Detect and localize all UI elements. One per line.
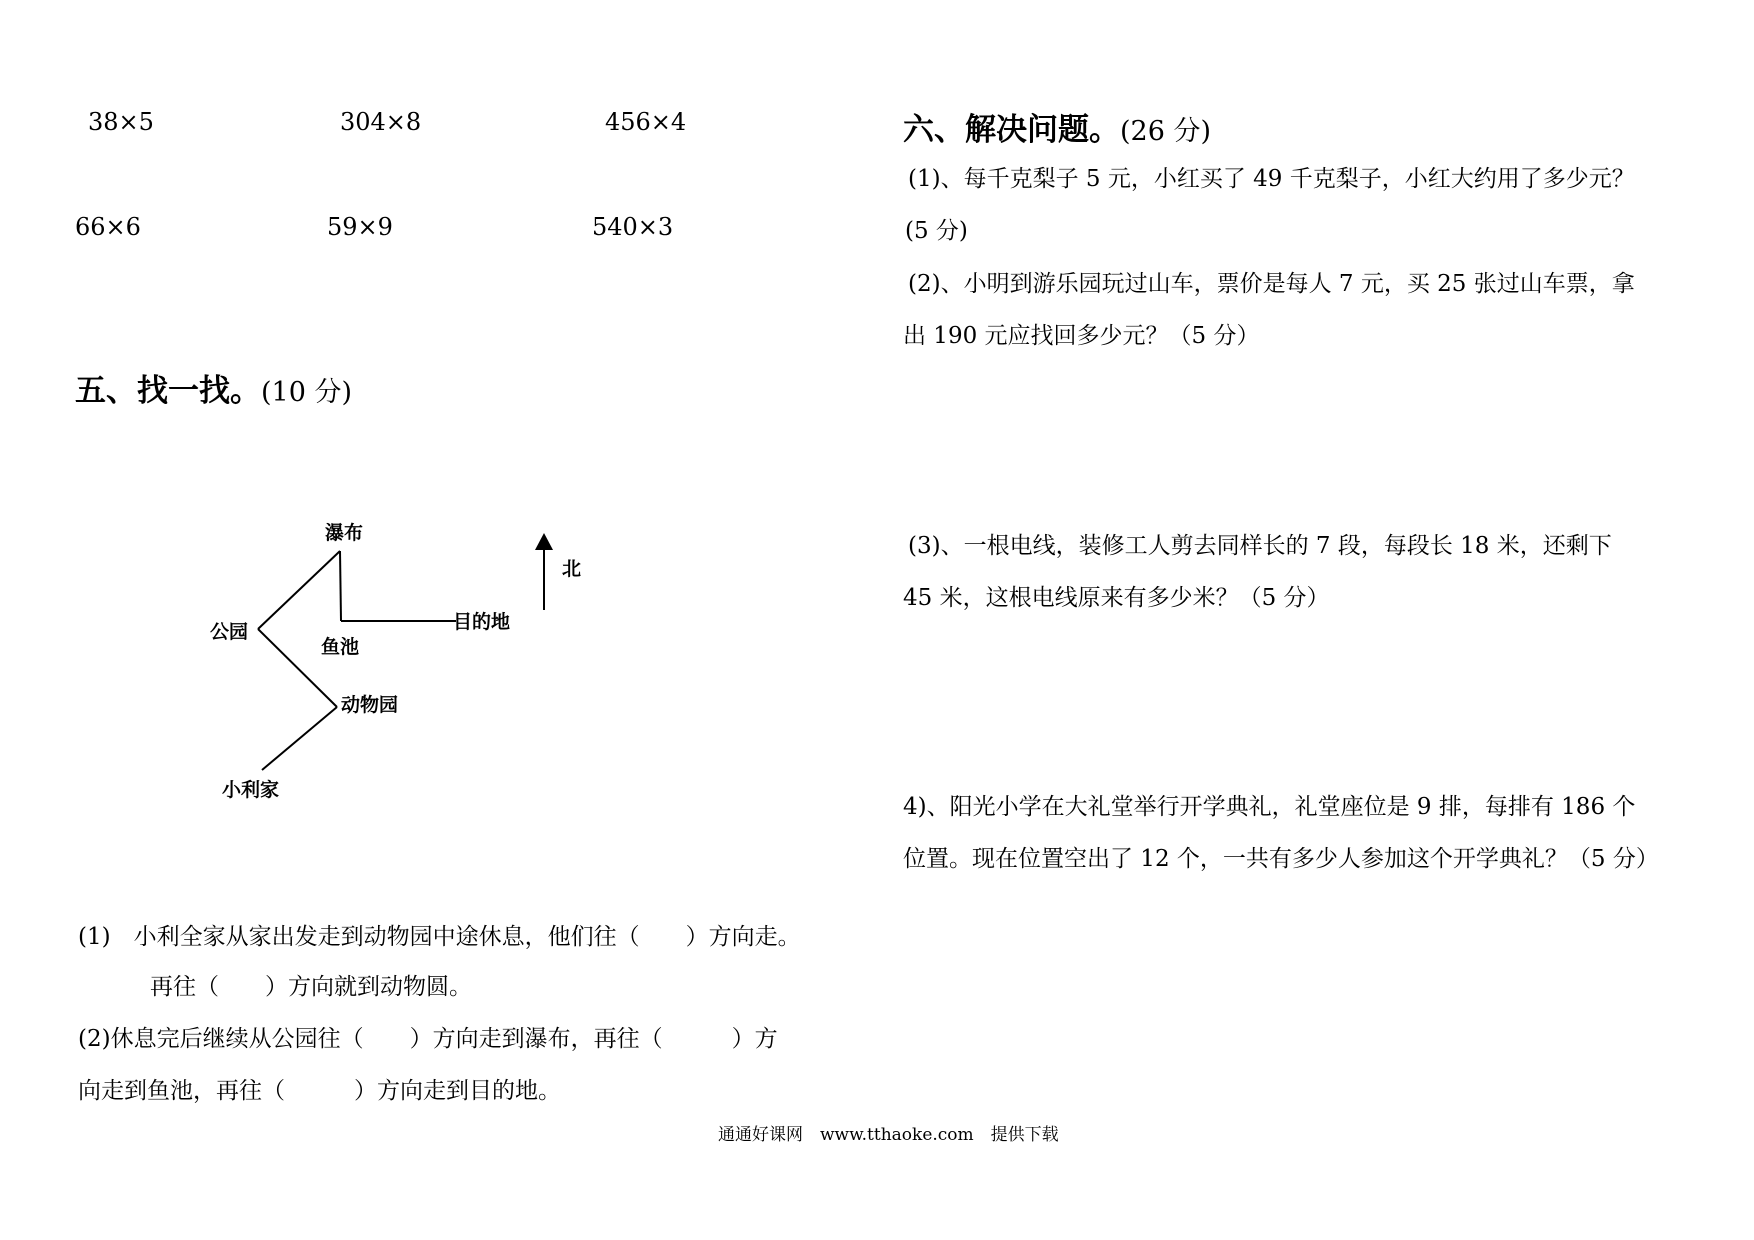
label-zoo: 动物园 <box>341 694 399 716</box>
problem-3-line-2: 45 米，这根电线原来有多少米？（5 分） <box>903 585 1330 611</box>
section-6-points: (26 分) <box>1120 116 1212 147</box>
question-2-line-1: (2)休息完后继续从公园往（ ）方向走到瀑布，再往（ ）方 <box>78 1026 778 1052</box>
label-home: 小利家 <box>222 779 280 801</box>
calc-item: 38×5 <box>88 108 154 136</box>
label-north: 北 <box>562 558 582 580</box>
section-6-title: 六、解决问题。 <box>903 112 1120 148</box>
problem-4-line-1: 4)、阳光小学在大礼堂举行开学典礼，礼堂座位是 9 排，每排有 186 个 <box>903 794 1636 820</box>
footer-credit: 通通好课网 www.tthaoke.com 提供下载 <box>718 1125 1059 1145</box>
problem-3-line-1: (3)、一根电线，装修工人剪去同样长的 7 段，每段长 18 米，还剩下 <box>908 533 1612 559</box>
route-map <box>0 0 880 900</box>
section-5-points: (10 分) <box>261 377 353 408</box>
problem-4-line-2: 位置。现在位置空出了 12 个，一共有多少人参加这个开学典礼？（5 分） <box>903 846 1659 872</box>
label-fish-pond: 鱼池 <box>321 636 360 658</box>
section-6-heading <box>903 104 1211 149</box>
path-park-to-waterfall <box>258 551 340 629</box>
label-destination: 目的地 <box>453 611 511 633</box>
problem-1-line-2: (5 分) <box>905 218 968 244</box>
question-2-line-2: 向走到鱼池，再往（ ）方向走到目的地。 <box>78 1078 561 1104</box>
section-5-title: 五、找一找。 <box>75 373 261 409</box>
question-1-line-2: 再往（ ）方向就到动物圆。 <box>150 974 472 1000</box>
label-waterfall: 瀑布 <box>325 522 364 544</box>
calc-item: 304×8 <box>340 108 422 136</box>
calc-item: 66×6 <box>75 213 141 241</box>
calc-item: 540×3 <box>592 213 674 241</box>
problem-1-line-1: (1)、每千克梨子 5 元，小红买了 49 千克梨子，小红大约用了多少元？ <box>908 166 1635 192</box>
label-park: 公园 <box>210 621 249 643</box>
problem-2-line-2: 出 190 元应找回多少元？（5 分） <box>903 323 1260 349</box>
calc-item: 59×9 <box>327 213 393 241</box>
problem-2-line-1: (2)、小明到游乐园玩过山车，票价是每人 7 元，买 25 张过山车票，拿 <box>908 271 1635 297</box>
path-zoo-to-home <box>262 707 337 770</box>
question-1-line-1: (1) 小利全家从家出发走到动物园中途休息，他们往（ ）方向走。 <box>78 924 801 950</box>
north-arrow-icon <box>535 533 553 550</box>
path-waterfall-to-pond <box>340 551 341 621</box>
calc-item: 456×4 <box>605 108 687 136</box>
